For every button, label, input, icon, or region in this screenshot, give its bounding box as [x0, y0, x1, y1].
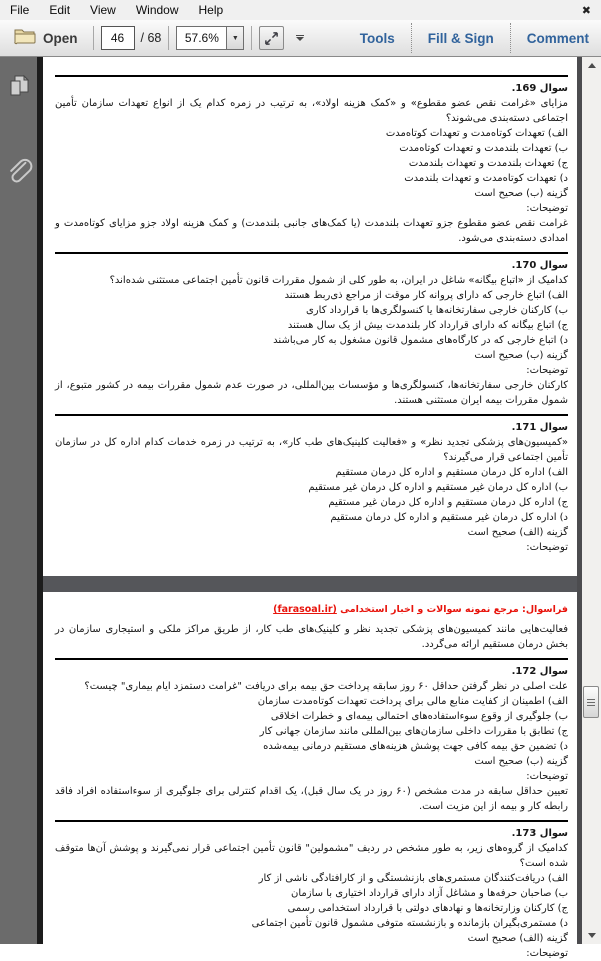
scrollbar-thumb[interactable]: [583, 686, 599, 718]
question-number: سوال 173.: [511, 828, 568, 839]
toolbar-dotted-separator: [411, 23, 412, 53]
question-divider-rule: [55, 75, 568, 77]
question-option: ج) کارکنان وزارتخانه‌ها و نهادهای دولتی با قرارداد استخدامی رسمی: [287, 903, 568, 914]
page-gap: [43, 576, 577, 592]
explanation-text: غرامت نقص عضو مقطوع جزو تعهدات بلندمدت (یا کمک‌های جانبی بلندمدت) و کمک هزینه اولاد جزو مزایای کوتاه‌مدت و امدادی دسته‌بندی می‌شود.: [55, 218, 568, 244]
question-block: [55, 826, 568, 961]
question-divider-rule: [55, 658, 568, 660]
question-option: ب) تعهدات بلندمدت و تعهدات کوتاه‌مدت: [399, 143, 568, 154]
question-number: سوال 172.: [511, 666, 568, 677]
page-intro-text: فعالیت‌هایی مانند کمیسیون‌های پزشکی تجدید نظر و کلینیک‌های طب کار، از طریق مراکز ملکی و استیجاری سازمان در بخش درمان مستقیم ارائه می‌گردد.: [55, 624, 568, 650]
explanation-label: توضیحات:: [526, 542, 568, 553]
toolbar-overflow-icon[interactable]: [296, 35, 304, 41]
toolbar-separator: [251, 26, 252, 50]
chevron-down-icon[interactable]: ▼: [226, 26, 244, 50]
page-total-label: / 68: [140, 31, 162, 45]
question-text: کدامیک از «اتباع بیگانه» شاغل در ایران، به طور کلی از شمول مقررات قانون تأمین اجتماعی مستثنی شده‌اند؟: [109, 275, 568, 286]
toolbar-dotted-separator: [510, 23, 511, 53]
question-option: د) تعهدات کوتاه‌مدت و تعهدات بلندمدت: [404, 173, 568, 184]
menu-file[interactable]: File: [10, 3, 30, 17]
question-divider-rule: [55, 252, 568, 254]
toolbar-separator: [93, 26, 94, 50]
site-header-text: فراسوال: مرجع نمونه سوالات و اخبار استخدامی: [336, 604, 568, 615]
correct-answer-line: گزینه (ب) صحیح است: [474, 188, 568, 199]
explanation-text: تعیین حداقل سابقه در مدت مشخص (۶۰ روز در یک سال قبل)، یک اقدام کنترلی برای جلوگیری از سوءاستفاده افراد فاقد رابطه کار و بیمه از این مزیت است.: [55, 786, 568, 812]
question-option: ج) اداره کل درمان مستقیم و اداره کل درمان غیر مستقیم: [328, 497, 568, 508]
explanation-label: توضیحات:: [526, 771, 568, 782]
navigation-sidebar: [0, 57, 37, 944]
attachments-paperclip-icon[interactable]: [6, 156, 32, 195]
comment-button[interactable]: Comment: [526, 30, 589, 46]
correct-answer-line: گزینه (الف) صحیح است: [467, 527, 568, 538]
question-option: ب) جلوگیری از وقوع سوءاستفاده‌های احتمالی بیمه‌ای و خطرات اخلاقی: [270, 711, 568, 722]
question-option: ب) اداره کل درمان غیر مستقیم و اداره کل درمان غیر مستقیم: [308, 482, 568, 493]
question-option: الف) اطمینان از کفایت منابع مالی برای پرداخت تعهدات کوتاه‌مدت سازمان: [257, 696, 568, 707]
scroll-up-icon[interactable]: [582, 57, 601, 74]
question-divider-rule: [55, 414, 568, 416]
tools-button[interactable]: Tools: [359, 30, 395, 46]
question-text: کدامیک از گروه‌های زیر، به طور مشخص در ردیف "مشمولین" قانون تأمین اجتماعی قرار نمی‌گیرند و پوشش آن‌ها متوقف شده است؟: [55, 843, 568, 869]
toolbar: [0, 20, 601, 57]
folder-icon: [14, 27, 36, 49]
scroll-down-icon[interactable]: [582, 927, 601, 944]
zoom-combo[interactable]: [176, 26, 244, 50]
open-button[interactable]: [6, 24, 86, 52]
correct-answer-line: گزینه (الف) صحیح است: [467, 933, 568, 944]
site-link[interactable]: (farasoal.ir): [273, 604, 337, 615]
pdf-page-46-bottom: [43, 592, 577, 961]
close-icon[interactable]: ✖: [581, 4, 591, 17]
question-option: ج) اتباع بیگانه که دارای قرارداد کار بلندمدت بیش از یک سال هستند: [287, 320, 568, 331]
open-button-label: Open: [43, 30, 78, 46]
question-block: [55, 420, 568, 555]
question-option: د) اتباع خارجی که در کارگاه‌های مشمول قانون مشغول به کار می‌باشند: [273, 335, 568, 346]
menu-edit[interactable]: Edit: [49, 3, 71, 17]
menu-window[interactable]: Window: [135, 3, 179, 17]
question-block: [55, 81, 568, 246]
question-block: [55, 258, 568, 408]
question-option: د) مستمری‌بگیران بازمانده و بازنشسته متوفی مشمول قانون تأمین اجتماعی: [251, 918, 568, 929]
explanation-text: کارکنان خارجی سفارتخانه‌ها، کنسولگری‌ها و مؤسسات بین‌المللی، در صورت عدم شمول مقررات بیمه در کشور متبوع، از شمول مقررات بیمه ایران مستثنی هستند.: [55, 380, 568, 406]
question-block: [55, 664, 568, 814]
question-option: ب) کارکنان خارجی سفارتخانه‌ها یا کنسولگری‌ها با قرارداد کاری: [305, 305, 568, 316]
question-option: ب) صاحبان حرفه‌ها و مشاغل آزاد دارای قرارداد اختیاری با سازمان: [291, 888, 568, 899]
toolbar-separator: [168, 26, 169, 50]
page-thumbnails-icon[interactable]: [7, 73, 31, 104]
question-text: مزایای «غرامت نقص عضو مقطوع» و «کمک هزینه اولاد»، به ترتیب در زمره کدام یک از انواع تعهدات سازمان تأمین اجتماعی دسته‌بندی می‌شوند؟: [55, 98, 568, 124]
zoom-level-value[interactable]: 57.6%: [176, 26, 226, 50]
explanation-label: توضیحات:: [526, 203, 568, 214]
question-text: علت اصلی در نظر گرفتن حداقل ۶۰ روز سابقه پرداخت حق بیمه برای دریافت "غرامت دستمزد ایام بیماری" چیست؟: [84, 681, 568, 692]
question-number: سوال 171.: [511, 422, 568, 433]
fit-window-button[interactable]: [259, 26, 284, 50]
vertical-scrollbar[interactable]: [582, 57, 601, 944]
question-option: ج) تعهدات بلندمدت و تعهدات بلندمدت: [408, 158, 568, 169]
correct-answer-line: گزینه (ب) صحیح است: [474, 350, 568, 361]
menu-bar: [0, 0, 601, 20]
page-number-input[interactable]: [101, 26, 135, 50]
question-option: د) اداره کل درمان غیر مستقیم و اداره کل درمان مستقیم: [330, 512, 568, 523]
explanation-label: توضیحات:: [526, 948, 568, 959]
question-option: الف) دریافت‌کنندگان مستمری‌های بازنشستگی و از کارافتادگی ناشی از کار: [258, 873, 568, 884]
question-divider-rule: [55, 820, 568, 822]
menu-view[interactable]: View: [90, 3, 116, 17]
document-pane: [43, 57, 582, 959]
resize-arrows-icon: [264, 31, 279, 46]
menu-help[interactable]: Help: [198, 3, 224, 17]
fill-sign-button[interactable]: Fill & Sign: [427, 30, 494, 46]
question-text: «کمیسیون‌های پزشکی تجدید نظر» و «فعالیت کلینیک‌های طب کار»، به ترتیب در زمره خدمات کدام اداره کل در سازمان تأمین اجتماعی قرار می‌گیرند؟: [55, 437, 568, 463]
question-number: سوال 170.: [511, 260, 568, 271]
correct-answer-line: گزینه (ب) صحیح است: [474, 756, 568, 767]
question-option: الف) تعهدات کوتاه‌مدت و تعهدات کوتاه‌مدت: [385, 128, 568, 139]
question-option: الف) اتباع خارجی که دارای پروانه کار موقت از مراجع ذی‌ربط هستند: [284, 290, 568, 301]
question-number: سوال 169.: [511, 83, 568, 94]
explanation-label: توضیحات:: [526, 365, 568, 376]
question-option: ج) تطابق با مقررات داخلی سازمان‌های بین‌المللی مانند سازمان جهانی کار: [259, 726, 568, 737]
question-option: د) تضمین حق بیمه کافی جهت پوشش هزینه‌های مستقیم درمانی بیمه‌شده: [263, 741, 568, 752]
site-header: [55, 602, 568, 617]
pdf-page-46-top: [43, 57, 577, 576]
question-option: الف) اداره کل درمان مستقیم و اداره کل درمان مستقیم: [335, 467, 568, 478]
